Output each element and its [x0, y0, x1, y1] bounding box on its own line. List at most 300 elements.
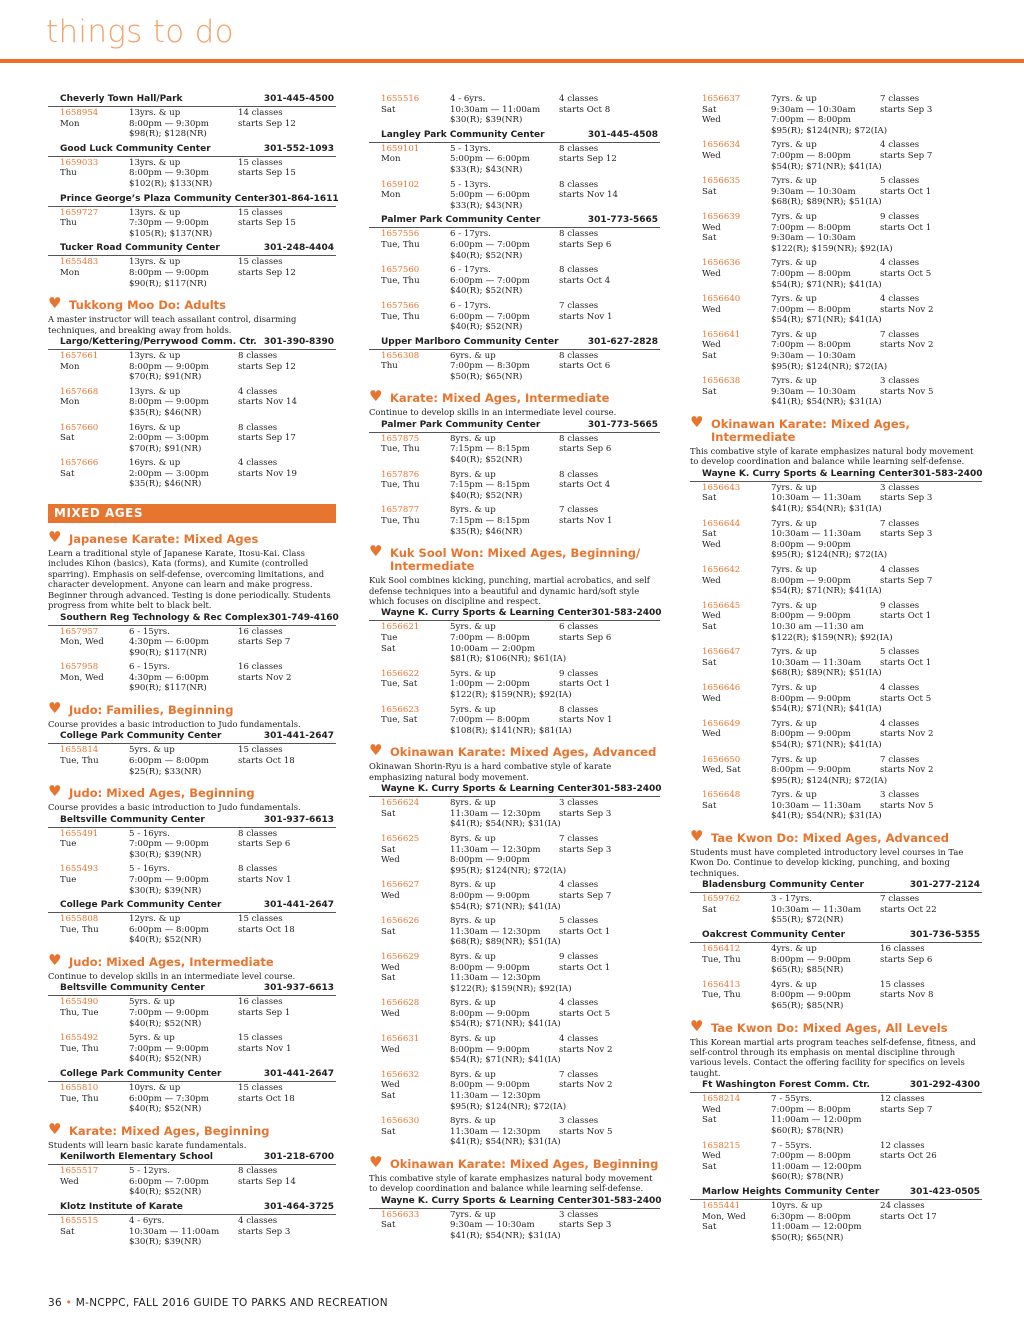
class-details [129, 1083, 237, 1115]
class-code[interactable]: 1656630 [381, 1116, 420, 1127]
venue-header [48, 243, 336, 256]
class-code[interactable]: 1658215 [702, 1140, 741, 1151]
activity-title-text: Judo: Mixed Ages, Intermediate [69, 955, 274, 969]
activity-block [369, 1153, 660, 1194]
class-detail-line: $54(R); $71(NR); $41(IA) [771, 279, 882, 290]
activity-title-text: Judo: Families, Beginning [69, 703, 234, 718]
class-code[interactable]: 1656622 [381, 668, 420, 679]
class-details [129, 914, 237, 946]
venue-phone: 301-464-3725 [263, 1201, 334, 1212]
class-listing [702, 601, 982, 643]
class-code[interactable]: 1657668 [60, 386, 99, 397]
class-code[interactable]: 1656623 [381, 704, 420, 715]
class-detail-line: 7yrs. & up [771, 176, 817, 187]
activity-block [48, 528, 336, 611]
class-days: Tue, Thu [381, 239, 420, 250]
class-detail-line: 11:30am — 12:30pm [450, 926, 541, 937]
class-schedule [880, 176, 980, 197]
class-detail-line: $40(R); $52(NR) [129, 935, 202, 946]
activity-title [369, 542, 660, 574]
class-schedule [559, 622, 659, 643]
class-detail-line: 5yrs. & up [450, 668, 496, 679]
class-code[interactable]: 1659762 [702, 894, 741, 905]
activity-title [48, 528, 336, 547]
activity-description: A master instructor will teach assailant control, disarming techniques, and breaking away from holds. [48, 314, 297, 335]
class-detail-line: 7:00pm — 9:00pm [129, 875, 209, 886]
class-code[interactable]: 1658954 [60, 108, 99, 118]
class-schedule [559, 1210, 659, 1231]
class-code[interactable]: 1657566 [381, 300, 420, 311]
class-detail-line: $95(R); $124(NR); $72(IA) [771, 550, 888, 561]
class-listing [381, 998, 660, 1030]
class-code[interactable]: 1655493 [60, 864, 99, 875]
class-schedule [238, 1083, 338, 1104]
class-schedule-line: 5 classes [880, 647, 920, 658]
class-code[interactable]: 1655491 [60, 828, 99, 839]
class-schedule [880, 94, 980, 115]
class-code[interactable]: 1655516 [381, 94, 420, 104]
class-schedule-line: 12 classes [880, 1140, 925, 1151]
class-code[interactable]: 1656633 [381, 1209, 420, 1220]
venue-name: Cheverly Town Hall/Park [60, 94, 183, 104]
class-detail-line: $30(R); $39(NR) [129, 1237, 202, 1248]
venue-name: Wayne K. Curry Sports & Learning Center [381, 784, 592, 795]
venue-name: Beltsville Community Center [60, 814, 205, 825]
class-code[interactable]: 1656412 [702, 944, 741, 955]
class-schedule-line: starts Sep 7 [880, 1104, 933, 1115]
class-code[interactable]: 1656637 [702, 94, 741, 104]
class-detail-line: 7:00pm — 9:00pm [129, 1043, 209, 1054]
class-details [771, 944, 879, 976]
class-code[interactable]: 1658214 [702, 1094, 741, 1105]
class-days: Sat [381, 1220, 396, 1231]
class-code[interactable]: 1656629 [381, 951, 420, 962]
class-detail-line: 5yrs. & up [450, 622, 496, 633]
venue-header [48, 612, 339, 626]
class-schedule [559, 351, 659, 372]
class-details [771, 94, 888, 136]
class-left [381, 229, 449, 250]
class-detail-line: 6 - 15yrs. [129, 626, 170, 637]
class-detail-line: 5yrs. & up [129, 997, 175, 1008]
class-code[interactable]: 1657875 [381, 433, 420, 444]
class-detail-line: $90(R); $117(NR) [129, 647, 207, 658]
class-schedule-line: 4 classes [559, 998, 599, 1009]
class-days: Thu [60, 168, 77, 179]
class-code[interactable]: 1659102 [381, 179, 420, 190]
class-days: Wed [702, 729, 721, 740]
venue-phone: 301-937-6613 [263, 814, 334, 825]
venue-phone: 301-749-4160 [268, 612, 339, 623]
class-detail-line: 8:00pm — 9:00pm [771, 611, 851, 622]
class-detail-line: $90(R); $117(NR) [129, 278, 207, 289]
class-code[interactable]: 1656641 [702, 329, 741, 340]
class-listing [60, 158, 336, 190]
class-listing [60, 351, 336, 383]
class-code[interactable]: 1657661 [60, 350, 99, 361]
class-schedule-line: starts Oct 18 [238, 756, 295, 767]
class-schedule [880, 601, 980, 622]
class-detail-line: 7:00pm — 8:00pm [771, 150, 851, 161]
class-left [702, 519, 770, 551]
class-schedule [238, 1166, 338, 1187]
class-schedule [238, 997, 338, 1018]
class-detail-line: 5 - 16yrs. [129, 828, 170, 839]
class-code[interactable]: 1657877 [381, 505, 420, 516]
class-code[interactable]: 1656647 [702, 647, 741, 658]
class-left [702, 980, 770, 1001]
class-code[interactable]: 1655490 [60, 997, 99, 1008]
class-listing [60, 1166, 336, 1198]
class-details [129, 1033, 237, 1065]
class-schedule [238, 423, 338, 444]
class-schedule-line: 4 classes [559, 880, 599, 891]
class-schedule-line: 8 classes [559, 143, 599, 154]
class-schedule [238, 1216, 338, 1237]
class-code[interactable]: 1659033 [60, 157, 99, 168]
class-detail-line: 4 - 6yrs. [450, 94, 486, 104]
class-listing [702, 176, 982, 208]
heart-icon: ♥ [690, 1016, 704, 1035]
venue-phone: 301-441-2647 [263, 900, 334, 911]
class-code[interactable]: 1656635 [702, 176, 741, 187]
class-detail-line: 11:00am — 12:00pm [771, 1115, 862, 1126]
class-left [60, 1166, 128, 1187]
class-code[interactable]: 1656624 [381, 798, 420, 809]
class-code[interactable]: 1656308 [381, 350, 420, 361]
class-detail-line: 8:00pm — 9:00pm [771, 765, 851, 776]
class-schedule [559, 434, 659, 455]
venue-name: Southern Reg Technology & Rec Complex [60, 612, 269, 623]
class-details [771, 647, 882, 679]
class-listing [60, 108, 336, 140]
class-listing [381, 301, 660, 333]
class-code[interactable]: 1656631 [381, 1034, 420, 1045]
class-schedule [880, 140, 980, 161]
class-schedule-line: 4 classes [238, 458, 278, 469]
activity-description: Continue to develop skills in an intermediate level course. [369, 407, 617, 418]
class-left [702, 944, 770, 965]
class-left [702, 294, 770, 315]
class-schedule-line: 16 classes [238, 997, 283, 1008]
class-left [60, 1216, 128, 1237]
activity-title-text: Japanese Karate: Mixed Ages [69, 532, 259, 547]
class-schedule-line: 15 classes [238, 207, 283, 218]
class-detail-line: 11:30am — 12:30pm [450, 973, 541, 984]
activity-title [690, 827, 982, 846]
class-left [702, 330, 770, 362]
venue-name: Bladensburg Community Center [702, 880, 864, 891]
activity-block [690, 827, 982, 878]
class-code[interactable]: 1657666 [60, 458, 99, 469]
class-schedule-line: starts Oct 1 [880, 186, 932, 197]
class-detail-line: 7:00pm — 8:00pm [771, 304, 851, 315]
class-code[interactable]: 1656645 [702, 600, 741, 611]
class-days: Sat [702, 1161, 717, 1172]
class-days: Sat [381, 808, 396, 819]
class-listing [60, 997, 336, 1029]
class-left [702, 94, 770, 126]
class-schedule [238, 745, 338, 766]
class-detail-line: $122(R); $159(NR); $92(IA) [450, 983, 572, 994]
class-detail-line: 7yrs. & up [771, 94, 817, 104]
class-listing [702, 755, 982, 787]
class-schedule [559, 180, 659, 201]
class-code[interactable]: 1656640 [702, 294, 741, 305]
activity-title-text: Okinawan Karate: Mixed Ages, Intermediate [711, 417, 910, 445]
class-listing [702, 719, 982, 751]
class-schedule-line: starts Sep 6 [559, 239, 612, 250]
venue-phone: 301-583-2400 [591, 608, 662, 619]
class-detail-line: 10:30am — 11:30am [771, 529, 862, 540]
class-listing [381, 880, 660, 912]
class-code[interactable]: 1656626 [381, 916, 420, 927]
class-schedule-line: starts Oct 26 [880, 1151, 937, 1162]
class-days: Tue, Sat [381, 679, 418, 690]
class-code[interactable]: 1655810 [60, 1082, 99, 1093]
class-schedule [880, 755, 980, 776]
activity-description: Students must have completed introductory level courses in Tae Kwon Do. Continue to develop kicking, punching, and boxing techniques. [690, 847, 964, 878]
class-code[interactable]: 1656649 [702, 718, 741, 729]
class-listing [702, 790, 982, 822]
class-code[interactable]: 1655814 [60, 745, 99, 756]
class-left [381, 916, 449, 937]
class-code[interactable]: 1657876 [381, 469, 420, 480]
class-details [771, 600, 893, 643]
class-schedule [880, 212, 980, 233]
class-days: Mon, Wed [60, 672, 104, 683]
class-detail-line: 7yrs. & up [771, 294, 817, 305]
class-days: Wed [702, 611, 721, 622]
activity-block [369, 741, 660, 782]
class-code[interactable]: 1657556 [381, 229, 420, 240]
venue-phone: 301-441-2647 [263, 731, 334, 742]
class-code[interactable]: 1657957 [60, 626, 99, 637]
class-code[interactable]: 1657560 [381, 265, 420, 276]
class-left [381, 952, 449, 984]
class-code[interactable]: 1656642 [702, 565, 741, 575]
class-code[interactable]: 1655515 [60, 1215, 99, 1226]
section-title: things to do [46, 14, 234, 50]
class-schedule-line: starts Sep 6 [559, 444, 612, 455]
class-schedule [559, 470, 659, 491]
class-code[interactable]: 1656644 [702, 518, 741, 529]
class-detail-line: 2:00pm — 3:00pm [129, 433, 209, 444]
class-code[interactable]: 1656628 [381, 998, 420, 1009]
class-code[interactable]: 1657958 [60, 662, 99, 673]
class-detail-line: $54(R); $71(NR); $41(IA) [450, 901, 561, 912]
publication-name: M-NCPPC, FALL 2016 GUIDE TO PARKS AND RECREATION [75, 1297, 388, 1309]
class-details [771, 176, 882, 208]
class-schedule-line: 8 classes [559, 179, 599, 190]
class-left [60, 997, 128, 1018]
class-code[interactable]: 1656632 [381, 1069, 420, 1080]
activity-description: This combative style of karate emphasizes natural body movement to develop coordination and balance while learning self-defense. [369, 1173, 653, 1194]
class-code[interactable]: 1657660 [60, 422, 99, 433]
class-left [702, 140, 770, 161]
class-schedule [880, 519, 980, 540]
class-schedule-line: starts Nov 5 [559, 1126, 613, 1137]
class-schedule-line: starts Oct 8 [559, 104, 611, 115]
class-days: Wed [702, 575, 721, 586]
column-2 [369, 94, 660, 1246]
class-code[interactable]: 1655517 [60, 1166, 99, 1177]
activity-description: This Korean martial arts program teaches self-defense, fitness, and self-control through its emphasis on mental discipline through various levels. Contact the offering facility for specifics on levels taught. [690, 1036, 976, 1078]
class-detail-line: $40(R); $52(NR) [129, 1187, 202, 1198]
class-left [60, 458, 128, 479]
class-schedule-line: 3 classes [559, 1116, 599, 1127]
class-schedule [880, 894, 980, 915]
class-code[interactable]: 1656413 [702, 979, 741, 990]
class-schedule [559, 916, 659, 937]
class-left [702, 483, 770, 504]
class-detail-line: $40(R); $52(NR) [450, 250, 523, 261]
class-schedule [238, 257, 338, 278]
class-code[interactable]: 1655492 [60, 1033, 99, 1044]
class-schedule-line: 8 classes [238, 1166, 278, 1177]
class-detail-line: 8yrs. & up [450, 833, 496, 844]
class-code[interactable]: 1656625 [381, 833, 420, 844]
class-details [771, 682, 882, 715]
class-code[interactable]: 1656639 [702, 211, 741, 222]
class-details [450, 704, 572, 737]
class-detail-line: $54(R); $71(NR); $41(IA) [771, 315, 882, 326]
class-detail-line: 8yrs. & up [450, 798, 496, 809]
class-left [381, 144, 449, 165]
class-details [129, 1166, 237, 1198]
venue-phone: 301-736-5355 [909, 930, 980, 941]
class-details [450, 301, 558, 333]
class-left [381, 265, 449, 286]
section-banner: MIXED AGES [48, 504, 336, 523]
class-code[interactable]: 1656648 [702, 790, 741, 801]
class-detail-line: $50(R); $65(NR) [450, 371, 523, 382]
class-detail-line: $95(R); $124(NR); $72(IA) [771, 775, 888, 786]
class-schedule-line: 8 classes [238, 828, 278, 839]
class-left [381, 505, 449, 526]
class-detail-line: $50(R); $65(NR) [771, 1232, 844, 1243]
class-schedule-line: starts Sep 3 [880, 529, 933, 540]
class-code[interactable]: 1656650 [702, 754, 741, 765]
class-days: Mon, Wed [60, 637, 104, 648]
venue-header [369, 215, 660, 228]
venue-name: Marlow Heights Community Center [702, 1187, 880, 1197]
class-days: Sat [702, 529, 717, 540]
class-detail-line: $40(R); $52(NR) [450, 322, 523, 333]
class-detail-line: 10:30 am —11:30 am [771, 621, 864, 632]
class-detail-line: 4yrs. & up [771, 979, 817, 990]
class-detail-line: 7yrs. & up [771, 600, 817, 611]
class-schedule-line: 8 classes [559, 265, 599, 276]
class-detail-line: 7yrs. & up [771, 140, 817, 151]
activity-title [48, 951, 336, 969]
class-details [450, 1069, 567, 1112]
class-code[interactable]: 1655483 [60, 257, 99, 268]
class-left [60, 208, 128, 229]
class-detail-line: 9:30am — 10:30am [771, 233, 856, 244]
class-detail-line: 4:30pm — 6:00pm [129, 672, 209, 683]
class-code[interactable]: 1655441 [702, 1201, 741, 1211]
class-detail-line: 9:30am — 10:30am [771, 386, 856, 397]
class-detail-line: 5:00pm — 6:00pm [450, 190, 530, 201]
class-schedule-line: 4 classes [238, 386, 278, 397]
class-detail-line: 8:00pm — 9:00pm [771, 539, 851, 550]
class-schedule [559, 669, 659, 690]
class-detail-line: 8:00pm — 9:00pm [771, 954, 851, 965]
class-details [771, 258, 882, 290]
class-schedule-line: starts Oct 5 [559, 1008, 611, 1019]
class-detail-line: 7yrs. & up [771, 376, 817, 387]
class-schedule-line: starts Nov 2 [238, 672, 292, 683]
class-days: Tue, Thu [381, 311, 420, 322]
class-code[interactable]: 1656646 [702, 682, 741, 693]
class-schedule-line: 3 classes [559, 1209, 599, 1220]
class-detail-line: $41(R); $54(NR); $31(IA) [771, 397, 882, 408]
class-schedule-line: starts Sep 12 [238, 361, 296, 372]
class-code[interactable]: 1656634 [702, 140, 741, 151]
class-listing [381, 952, 660, 994]
class-detail-line: 7:00pm — 8:00pm [771, 222, 851, 233]
class-code[interactable]: 1656643 [702, 482, 741, 493]
class-days: Thu, Tue [60, 1008, 99, 1018]
class-days: Sat [702, 657, 717, 668]
class-code[interactable]: 1656638 [702, 376, 741, 387]
class-schedule [880, 719, 980, 740]
class-details [129, 745, 237, 777]
class-details [450, 1209, 561, 1242]
class-code[interactable]: 1656636 [702, 258, 741, 269]
class-detail-line: 4:30pm — 6:00pm [129, 637, 209, 648]
class-listing [381, 1210, 660, 1242]
class-schedule-line: starts Nov 1 [559, 311, 613, 322]
class-detail-line: 7yrs. & up [771, 682, 817, 693]
class-left [381, 301, 449, 322]
class-detail-line: 7yrs. & up [771, 718, 817, 729]
venue-name: Beltsville Community Center [60, 983, 205, 994]
class-detail-line: 7:15pm — 8:15pm [450, 516, 530, 527]
class-schedule [880, 790, 980, 811]
class-schedule [880, 944, 980, 965]
class-days: Tue, Thu [702, 990, 741, 1001]
class-detail-line: $98(R); $128(NR) [129, 129, 207, 140]
activity-title-text: Okinawan Karate: Mixed Ages, Advanced [390, 745, 657, 760]
class-code[interactable]: 1656627 [381, 880, 420, 891]
class-code[interactable]: 1656621 [381, 622, 420, 633]
class-schedule-line: 3 classes [880, 790, 920, 801]
class-details [450, 180, 558, 212]
class-schedule-line: 8 classes [559, 229, 599, 240]
venue-header [48, 900, 336, 913]
class-schedule-line: 4 classes [880, 565, 920, 575]
class-schedule-line: starts Sep 12 [559, 154, 617, 165]
class-detail-line: 8:00pm — 9:00pm [450, 1008, 530, 1019]
class-details [129, 627, 237, 659]
venue-name: Largo/Kettering/Perrywood Comm. Ctr. [60, 336, 257, 347]
venue-phone: 301-423-0505 [909, 1187, 980, 1197]
class-code[interactable]: 1655808 [60, 914, 99, 925]
class-code[interactable]: 1659101 [381, 143, 420, 154]
class-listing [60, 627, 336, 659]
class-schedule-line: 8 classes [238, 422, 278, 433]
class-detail-line: $30(R); $39(NR) [129, 849, 202, 860]
class-detail-line: $102(R); $133(NR) [129, 178, 213, 189]
class-days: Wed [381, 855, 400, 866]
class-listing [381, 434, 660, 466]
class-listing [60, 1216, 336, 1248]
class-code[interactable]: 1659727 [60, 207, 99, 218]
class-left [381, 1116, 449, 1137]
class-detail-line: $54(R); $71(NR); $41(IA) [771, 586, 882, 597]
